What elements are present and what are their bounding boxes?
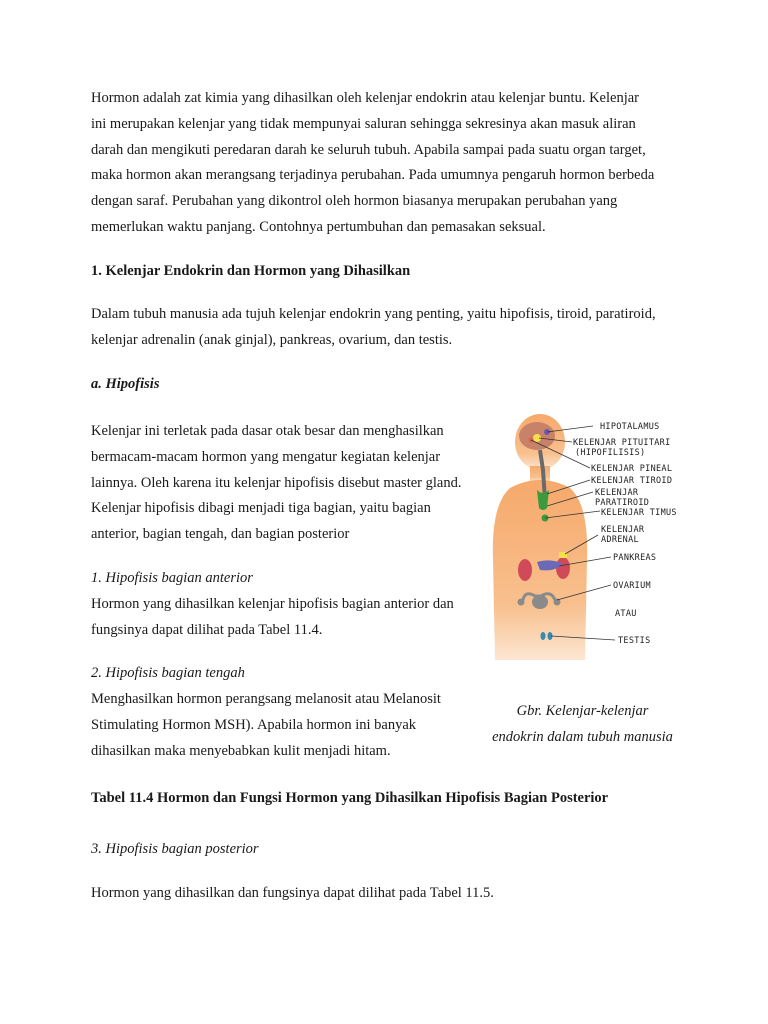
label-testis: TESTIS — [618, 636, 651, 646]
caption-line: endokrin dalam tubuh manusia — [492, 728, 673, 745]
testis-icon — [541, 632, 546, 640]
endocrine-figure — [485, 410, 685, 660]
anterior-line: fungsinya dapat dilihat pada Tabel 11.4. — [91, 621, 323, 638]
hipofisis-line: Kelenjar hipofisis dibagi menjadi tiga bagian, yaitu bagian — [91, 500, 431, 517]
hipofisis-line: Kelenjar ini terletak pada dasar otak besar dan menghasilkan — [91, 423, 444, 439]
label-pituitari: KELENJAR PITUITARI — [573, 438, 671, 448]
label-hipotalamus: HIPOTALAMUS — [600, 422, 660, 432]
label-pineal: KELENJAR PINEAL — [591, 464, 673, 474]
anterior-line: Hormon yang dihasilkan kelenjar hipofisis bagian anterior dan — [91, 596, 454, 612]
hipofisis-line: anterior, bagian tengah, dan bagian posterior — [91, 526, 350, 543]
table-title: Tabel 11.4 Hormon dan Fungsi Hormon yang Dihasilkan Hipofisis Bagian Posterior — [91, 790, 609, 806]
kidney-left-icon — [518, 559, 532, 581]
label-adrenal-2: ADRENAL — [601, 535, 639, 545]
caption-line: Gbr. Kelenjar-kelenjar — [516, 702, 649, 719]
tengah-paragraph — [91, 687, 471, 764]
anterior-heading: 1. Hipofisis bagian anterior — [91, 570, 253, 586]
adrenal-icon — [559, 552, 567, 558]
posterior-paragraph — [91, 881, 691, 907]
intro-line: memerlukan waktu panjang. Contohnya pertumbuhan dan pemasakan seksual. — [91, 218, 546, 235]
intro-line: darah dan mengikuti peredaran darah ke seluruh tubuh. Apabila sampai pada suatu organ target, — [91, 141, 646, 158]
section-1-line: Dalam tubuh manusia ada tujuh kelenjar endokrin yang penting, yaitu hipofisis, tiroid, paratiroid, — [91, 306, 656, 322]
intro-line: dengan saraf. Perubahan yang dikontrol oleh hormon biasanya merupakan perubahan yang — [91, 193, 618, 210]
posterior-heading: 3. Hipofisis bagian posterior — [91, 841, 259, 857]
intro-line: Hormon adalah zat kimia yang dihasilkan oleh kelenjar endokrin atau kelenjar buntu. Kelenjar — [91, 90, 639, 106]
label-atau: ATAU — [615, 609, 637, 619]
label-paratiroid-1: KELENJAR — [595, 488, 639, 498]
tengah-line: Stimulating Hormon MSH). Apabila hormon ini banyak — [91, 716, 417, 733]
hipofisis-line: bermacam-macam hormon yang mengatur kegiatan kelenjar — [91, 448, 441, 465]
tengah-line: dihasilkan maka menyebabkan kulit menjadi hitam. — [91, 742, 391, 759]
hipofisis-heading: a. Hipofisis — [91, 376, 160, 392]
tengah-line: Menghasilkan hormon perangsang melanosit atau Melanosit — [91, 691, 441, 707]
tengah-heading: 2. Hipofisis bagian tengah — [91, 665, 245, 681]
intro-line: maka hormon akan merangsang terjadinya perubahan. Pada umumnya pengaruh hormon berbeda — [91, 167, 655, 184]
anterior-paragraph — [91, 592, 471, 644]
figure-caption — [470, 698, 695, 750]
label-adrenal-1: KELENJAR — [601, 525, 645, 535]
section-1-line: kelenjar adrenalin (anak ginjal), pankreas, ovarium, dan testis. — [91, 331, 453, 348]
section-1-paragraph — [91, 302, 691, 354]
intro-line: ini merupakan kelenjar yang tidak mempunyai saluran sehingga sekresinya akan masuk aliran — [91, 115, 636, 132]
label-timus: KELENJAR TIMUS — [601, 508, 677, 518]
label-tiroid: KELENJAR TIROID — [591, 476, 673, 486]
label-ovarium: OVARIUM — [613, 581, 651, 591]
label-hipofilisis: (HIPOFILISIS) — [575, 448, 646, 458]
label-pankreas: PANKREAS — [613, 553, 657, 563]
endocrine-diagram — [485, 410, 685, 660]
kidney-right-icon — [556, 557, 570, 579]
label-paratiroid-2: PARATIROID — [595, 498, 650, 508]
section-1-heading: 1. Kelenjar Endokrin dan Hormon yang Dihasilkan — [91, 263, 411, 279]
hipofisis-paragraph — [91, 419, 471, 548]
posterior-line: Hormon yang dihasilkan dan fungsinya dapat dilihat pada Tabel 11.5. — [91, 885, 494, 901]
hipofisis-line: lainnya. Oleh karena itu kelenjar hipofisis disebut master gland. — [91, 474, 462, 491]
intro-paragraph — [91, 86, 691, 241]
